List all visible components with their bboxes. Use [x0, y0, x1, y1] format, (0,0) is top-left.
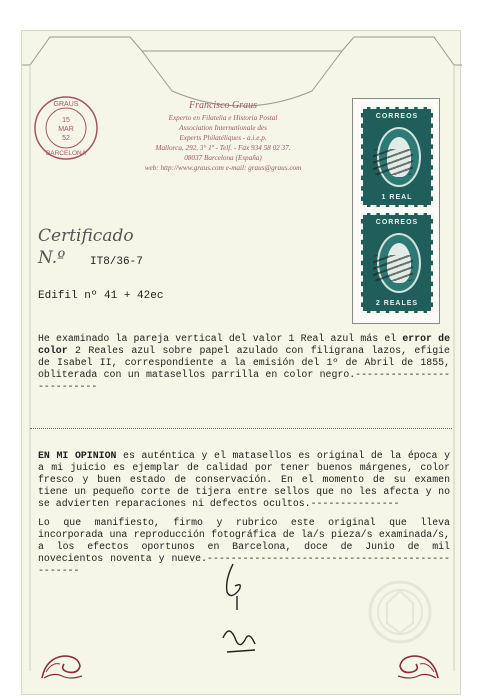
certificate-no-label: N.º — [38, 248, 66, 268]
certificate-number: IT8/36-7 — [90, 256, 143, 268]
stamp-photo-pair — [352, 98, 440, 324]
expert-line: Experto en Filatelia e Historia Postal — [168, 114, 278, 122]
grill-cancel-mark — [373, 255, 413, 281]
para1-text-a: He examinado la pareja vertical del valor 1 Real azul más el — [38, 333, 403, 344]
edifil-catalog-number: Edifil nº 41 + 42ec — [38, 290, 164, 302]
stamp-top-text: CORREOS — [375, 219, 419, 226]
seal-top-text: GRAUS — [53, 101, 79, 108]
expert-name: Francisco Graus — [188, 100, 258, 111]
seal-bottom-text: BARCELONA — [45, 150, 87, 157]
handwritten-signature — [215, 560, 265, 670]
certificate-title: Certificado — [38, 226, 134, 246]
seal-day: 15 — [62, 117, 70, 124]
stamp-top-text: CORREOS — [375, 113, 419, 120]
seal-year: 52 — [62, 135, 70, 142]
corner-ornament-right-icon — [392, 650, 442, 682]
opinion-text: es auténtica y el matasellos es original de la época y a mi juicio es ejemplar de calidad por tener buenos márgenes, color fresco y buen estado de conservación. En el momento de su examen tiene un pequeño corte de tijera entre sellos que no les afecta y no se advierten reparaciones ni defectos ocultos.--------------- — [38, 450, 450, 509]
examination-paragraph — [38, 333, 450, 393]
expert-line: Mallorca, 292, 3° 1ª - Telf. - Fax 934 58 02 37. — [155, 144, 291, 152]
expert-line: Experts Philatéliques - a.i.e.p. — [179, 134, 267, 142]
opinion-paragraph — [38, 450, 450, 510]
expert-header — [108, 100, 338, 173]
opinion-heading: EN MI OPINION — [38, 450, 117, 461]
divider-line — [30, 428, 452, 429]
expert-line: web: http://www.graus.com e-mail: graus@graus.com — [144, 164, 302, 172]
stamp-1-real — [361, 107, 433, 207]
stamp-value-text: 2 REALES — [375, 300, 419, 307]
closing-text: Lo que manifiesto, firmo y rubrico este original que lleva incorporada una reproducción fotográfica de la/s pieza/s examinada/s, a los efectos oportunos en Barcelona, doce de Junio de mil novecientos noventa y nueve.------------------------------------------------ — [38, 517, 450, 576]
corner-ornament-left-icon — [38, 650, 88, 682]
seal-month: MAR — [58, 126, 74, 133]
grill-cancel-mark — [373, 149, 413, 175]
stamp-2-reales — [361, 213, 433, 313]
stamp-value-text: 1 REAL — [381, 194, 413, 201]
expert-line: Association Internationale des — [179, 124, 267, 132]
expert-line: 08037 Barcelona (España) — [184, 154, 262, 162]
embossed-seal-icon — [367, 573, 433, 651]
para1-text-b: 2 Reales azul sobre papel azulado con filigrana lazos, efigie de Isabel II, correspondiente a la emisión del 1º de Abril de 1855, obliterada con un matasellos parrilla en color negro.-------------------------- — [38, 344, 450, 392]
para1-bold: error de color — [38, 333, 450, 356]
graus-postmark-seal — [33, 95, 99, 161]
